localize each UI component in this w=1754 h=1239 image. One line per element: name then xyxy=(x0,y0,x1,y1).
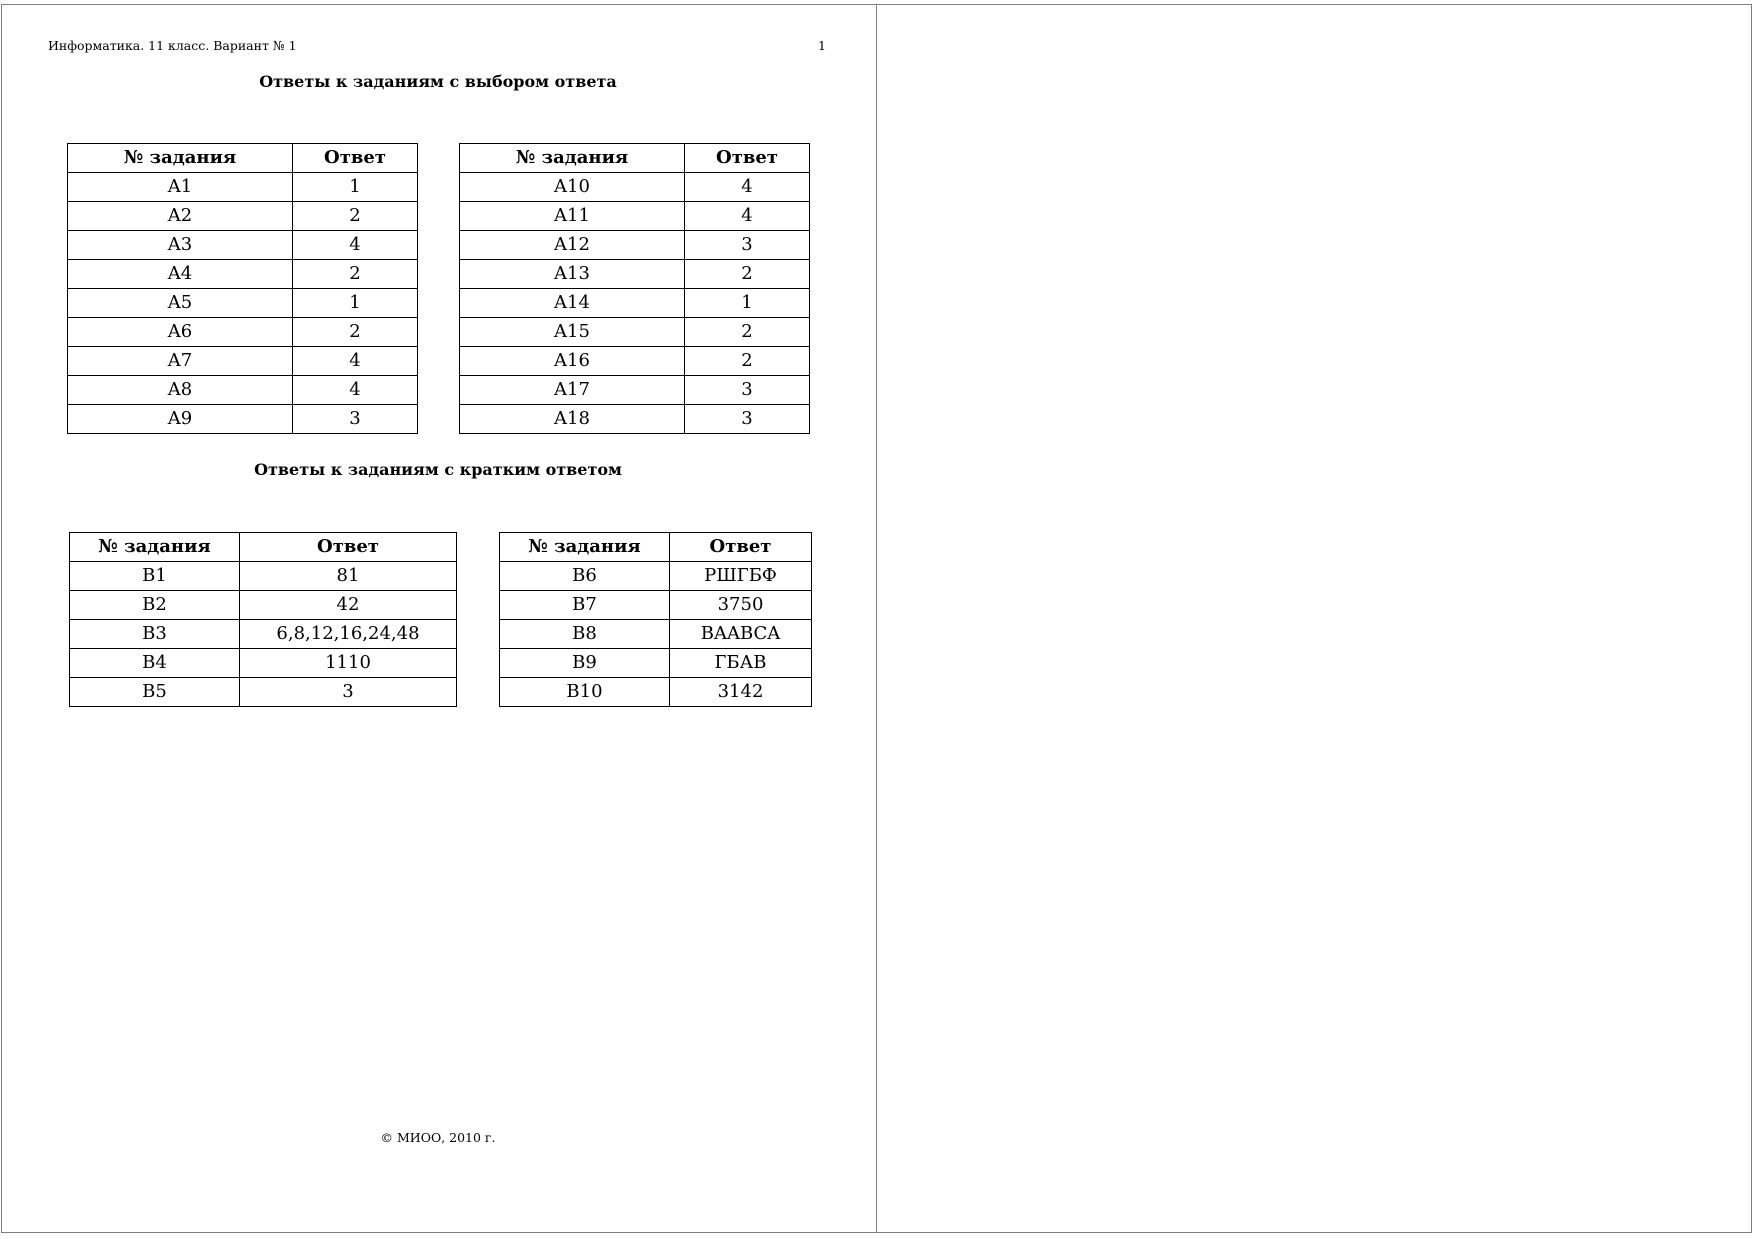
task-number-cell: A1 xyxy=(68,173,293,202)
table-header-row xyxy=(68,144,418,173)
table-row xyxy=(70,620,457,649)
section-a-heading: Ответы к заданиям с выбором ответа xyxy=(259,72,617,91)
table-header-row xyxy=(460,144,810,173)
section-a-table-right xyxy=(459,143,810,434)
table-row xyxy=(68,231,418,260)
table-row xyxy=(70,562,457,591)
task-number-cell: B5 xyxy=(70,678,240,707)
column-header-answer: Ответ xyxy=(670,533,812,562)
task-number-cell: A13 xyxy=(460,260,685,289)
table-row xyxy=(70,678,457,707)
table-row xyxy=(460,289,810,318)
table-row xyxy=(500,562,812,591)
table-row xyxy=(460,318,810,347)
answer-cell: 1 xyxy=(293,173,418,202)
answer-cell: 4 xyxy=(685,202,810,231)
table-row xyxy=(500,649,812,678)
task-number-cell: B8 xyxy=(500,620,670,649)
table-row xyxy=(68,376,418,405)
section-a-table-left xyxy=(67,143,418,434)
answer-cell: 42 xyxy=(240,591,457,620)
table-row xyxy=(68,260,418,289)
answer-cell: BAABCA xyxy=(670,620,812,649)
task-number-cell: B10 xyxy=(500,678,670,707)
table-row xyxy=(500,620,812,649)
task-number-cell: A5 xyxy=(68,289,293,318)
task-number-cell: B9 xyxy=(500,649,670,678)
column-header-answer: Ответ xyxy=(685,144,810,173)
task-number-cell: A16 xyxy=(460,347,685,376)
task-number-cell: B2 xyxy=(70,591,240,620)
task-number-cell: A10 xyxy=(460,173,685,202)
task-number-cell: A17 xyxy=(460,376,685,405)
task-number-cell: B4 xyxy=(70,649,240,678)
task-number-cell: A12 xyxy=(460,231,685,260)
table-row xyxy=(68,289,418,318)
answer-cell: 1110 xyxy=(240,649,457,678)
answer-cell: 4 xyxy=(685,173,810,202)
answer-cell: 2 xyxy=(293,260,418,289)
task-number-cell: A14 xyxy=(460,289,685,318)
task-number-cell: A15 xyxy=(460,318,685,347)
page-divider xyxy=(876,4,877,1233)
answer-cell: 3 xyxy=(685,231,810,260)
answer-cell: 2 xyxy=(293,202,418,231)
table-row xyxy=(500,678,812,707)
answer-cell: 2 xyxy=(685,260,810,289)
task-number-cell: B6 xyxy=(500,562,670,591)
answer-cell: 81 xyxy=(240,562,457,591)
section-b-table-right xyxy=(499,532,812,707)
column-header-answer: Ответ xyxy=(240,533,457,562)
answer-cell: 2 xyxy=(685,347,810,376)
table-row xyxy=(68,405,418,434)
section-b-heading: Ответы к заданиям с кратким ответом xyxy=(254,460,622,479)
table-row xyxy=(460,347,810,376)
task-number-cell: A11 xyxy=(460,202,685,231)
table-header-row xyxy=(500,533,812,562)
column-header-task-number: № задания xyxy=(70,533,240,562)
answer-cell: 1 xyxy=(685,289,810,318)
answer-cell: 2 xyxy=(293,318,418,347)
column-header-task-number: № задания xyxy=(68,144,293,173)
table-row xyxy=(70,649,457,678)
answer-cell: РШГБФ xyxy=(670,562,812,591)
task-number-cell: B7 xyxy=(500,591,670,620)
table-row xyxy=(460,260,810,289)
task-number-cell: A18 xyxy=(460,405,685,434)
task-number-cell: A6 xyxy=(68,318,293,347)
task-number-cell: A4 xyxy=(68,260,293,289)
task-number-cell: A9 xyxy=(68,405,293,434)
table-row xyxy=(68,173,418,202)
running-head: Информатика. 11 класс. Вариант № 1 xyxy=(48,38,297,53)
table-row xyxy=(460,173,810,202)
answer-cell: 2 xyxy=(685,318,810,347)
answer-cell: 3750 xyxy=(670,591,812,620)
answer-cell: 3142 xyxy=(670,678,812,707)
answer-cell: 4 xyxy=(293,231,418,260)
answer-cell: 4 xyxy=(293,376,418,405)
column-header-answer: Ответ xyxy=(293,144,418,173)
task-number-cell: B1 xyxy=(70,562,240,591)
table-row xyxy=(460,202,810,231)
table-row xyxy=(460,231,810,260)
copyright-footer: © МИОО, 2010 г. xyxy=(380,1130,496,1145)
table-row xyxy=(68,202,418,231)
table-row xyxy=(500,591,812,620)
section-b-table-left xyxy=(69,532,457,707)
column-header-task-number: № задания xyxy=(500,533,670,562)
table-row xyxy=(68,318,418,347)
table-row xyxy=(68,347,418,376)
answer-cell: ГБАВ xyxy=(670,649,812,678)
answer-cell: 6,8,12,16,24,48 xyxy=(240,620,457,649)
task-number-cell: A2 xyxy=(68,202,293,231)
task-number-cell: A3 xyxy=(68,231,293,260)
answer-cell: 3 xyxy=(240,678,457,707)
table-header-row xyxy=(70,533,457,562)
table-row xyxy=(460,405,810,434)
answer-cell: 4 xyxy=(293,347,418,376)
column-header-task-number: № задания xyxy=(460,144,685,173)
task-number-cell: A8 xyxy=(68,376,293,405)
answer-cell: 1 xyxy=(293,289,418,318)
answer-cell: 3 xyxy=(685,376,810,405)
answer-cell: 3 xyxy=(685,405,810,434)
table-row xyxy=(70,591,457,620)
task-number-cell: A7 xyxy=(68,347,293,376)
task-number-cell: B3 xyxy=(70,620,240,649)
table-row xyxy=(460,376,810,405)
page-number: 1 xyxy=(818,38,826,53)
answer-cell: 3 xyxy=(293,405,418,434)
